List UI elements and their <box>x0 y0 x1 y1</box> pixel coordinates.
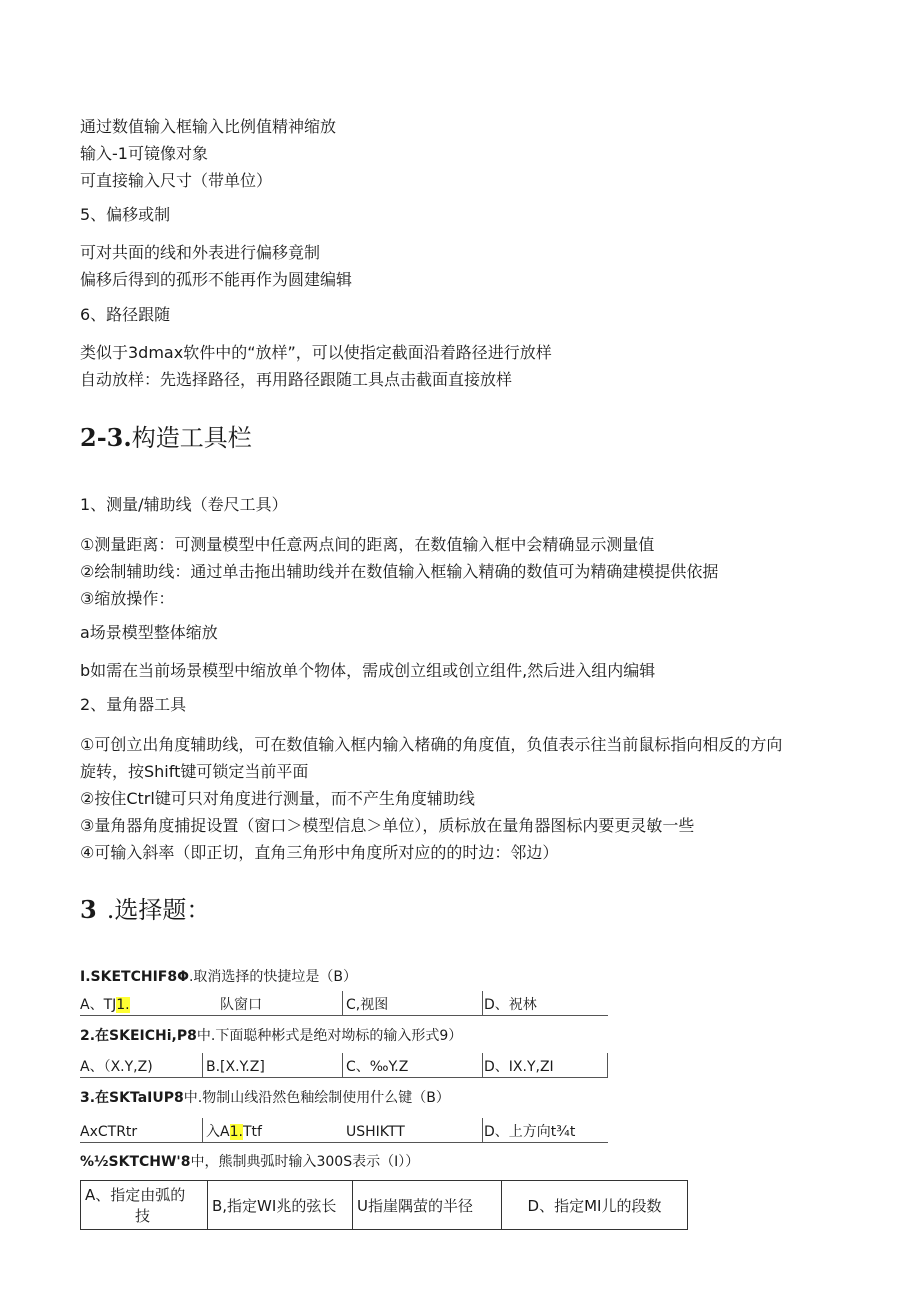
body-line: 旋转，按Shift键可锁定当前平面 <box>80 762 309 781</box>
body-line: ④可输入斜率（即正切，直角三角形中角度所对应的的时边：邻边） <box>80 843 559 862</box>
chapter-heading <box>80 895 210 925</box>
question-prefix: 3.在SKTaIUP8 <box>80 1090 184 1106</box>
question-prefix: %½SKTCHW'8 <box>80 1154 191 1170</box>
question-text: .取消选择的快捷垃是（B） <box>188 969 358 985</box>
column-divider <box>342 1053 343 1077</box>
column-divider <box>482 1053 483 1077</box>
question-text: 中，熊制典弧时输入300S表示（I）） <box>190 1154 420 1170</box>
column-divider <box>482 991 483 1015</box>
body-line: 类似于3dmax软件中的“放样”，可以使指定截面沿着路径进行放样 <box>80 343 552 362</box>
options-row <box>80 1053 608 1078</box>
body-line: a场景模型整体缩放 <box>80 623 218 642</box>
body-line: ②绘制辅助线：通过单击拖出辅助线并在数值输入框输入精确的数值可为精确建模提供依据 <box>80 562 719 581</box>
body-line: ①测量距离：可测量模型中任意两点间的距离，在数值输入框中会精确显示测量值 <box>80 535 655 554</box>
question-prefix: I.SKETCHIF8Φ <box>80 969 189 985</box>
option-c: C,视图 <box>346 997 389 1013</box>
body-line: 可直接输入尺寸（带单位） <box>80 171 273 190</box>
question <box>80 1027 462 1045</box>
option-a: A、TJ1. <box>80 997 130 1013</box>
option-a: A、指定由弧的 技 <box>81 1181 208 1230</box>
option-b: B,指定WI兆的弦长 <box>208 1181 353 1230</box>
options-table <box>80 1180 688 1230</box>
option-c: USHIKTT <box>346 1124 405 1140</box>
question <box>80 1089 450 1107</box>
body-line: 通过数值输入框输入比例值精神缩放 <box>80 117 337 136</box>
highlight-mark: 1. <box>229 1124 243 1140</box>
option-a: A、（X.Y,Z) <box>80 1059 153 1075</box>
chapter-number: 2-3. <box>80 423 132 452</box>
column-divider <box>342 991 343 1015</box>
question-text: 中.下面聪种彬式是绝对坳标的输入形式9） <box>196 1028 463 1044</box>
option-b: B.[X.Y.Z] <box>206 1059 265 1075</box>
body-line: b如需在当前场景模型中缩放单个物体，需成创立组或创立组件,然后进入组内编辑 <box>80 661 656 680</box>
column-divider <box>202 1053 203 1077</box>
body-line: 输入-1可镜像对象 <box>80 144 208 163</box>
body-line: 自动放样：先选择路径，再用路径跟随工具点击截面直接放样 <box>80 370 513 389</box>
option-b: 队窗口 <box>220 997 262 1013</box>
column-divider <box>482 1118 483 1142</box>
subheading: 5、偏移或制 <box>80 205 171 224</box>
option-d: D、祝林 <box>484 997 537 1013</box>
option-c: U指崖隅萤的半径 <box>353 1181 502 1230</box>
question-text: 中.物制山线沿然色釉绘制使用什么键（B） <box>183 1090 450 1106</box>
chapter-title: 构造工具栏 <box>131 424 252 452</box>
chapter-heading <box>80 423 252 453</box>
body-line: ①可创立出角度辅助线，可在数值输入框内输入楮确的角度值，负值表示往当前鼠标指向相反的方向 <box>80 735 783 754</box>
chapter-number: 3 <box>80 895 97 924</box>
question <box>80 1153 419 1171</box>
column-divider <box>202 1118 203 1142</box>
subheading: 2、量角器工具 <box>80 695 187 714</box>
question-prefix: 2.在SKEICHi,P8 <box>80 1028 197 1044</box>
subheading: 1、测量/辅助线（卷尺工具） <box>80 495 288 514</box>
option-a: AxCTRtr <box>80 1124 138 1140</box>
chapter-title: .选择题： <box>106 896 211 924</box>
body-line: ②按住Ctrl键可只对角度进行测量，而不产生角度辅助线 <box>80 789 475 808</box>
option-c: C、‰Y.Z <box>346 1059 409 1075</box>
options-row <box>80 1118 608 1143</box>
body-line: ③缩放操作： <box>80 589 175 608</box>
option-d: D、上方向t¾t <box>484 1124 576 1140</box>
body-line: 偏移后得到的孤形不能再作为圆建编辑 <box>80 270 353 289</box>
column-divider <box>607 1053 608 1077</box>
option-d: D、指定MI儿的段数 <box>502 1181 688 1230</box>
subheading: 6、路径跟随 <box>80 305 171 324</box>
body-line: 可对共面的线和外表进行偏移竟制 <box>80 243 321 262</box>
option-d: D、IX.Y,ZI <box>484 1059 554 1075</box>
options-row <box>80 991 608 1016</box>
highlight-mark: 1. <box>116 997 130 1013</box>
question <box>80 968 357 986</box>
body-line: ③量角器角度捕捉设置（窗口＞模型信息＞单位），质标放在量角器图标内要更灵敏一些 <box>80 816 695 835</box>
option-b: 入A1.Ttf <box>206 1124 262 1140</box>
